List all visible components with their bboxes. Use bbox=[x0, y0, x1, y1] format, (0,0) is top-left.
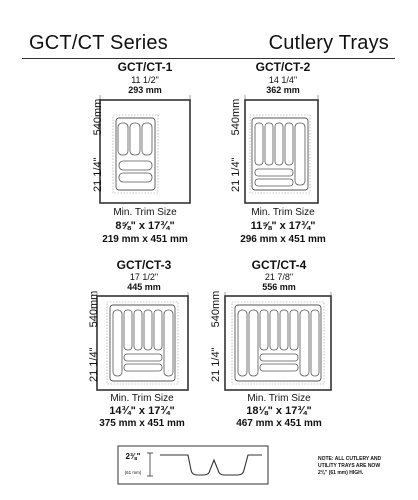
tray-3-width-mm: 445 mm bbox=[127, 282, 161, 292]
tray-2-trim-mm: 296 mm x 451 mm bbox=[240, 234, 326, 245]
header-divider bbox=[22, 58, 395, 59]
tray-4-width-in: 21 7/8" bbox=[264, 272, 294, 282]
tray-2-drawing bbox=[240, 95, 330, 210]
profile-height-mm: (61 mm) bbox=[124, 470, 142, 475]
tray-1-trim-in: 8⅝" x 17¾" bbox=[115, 220, 175, 232]
tray-1-drawing bbox=[90, 95, 200, 210]
tray-2-width-mm: 362 mm bbox=[266, 85, 300, 95]
profile-height-in: 2⅜" bbox=[125, 452, 141, 461]
series-title: GCT/CT Series bbox=[29, 32, 168, 54]
tray-1-depth bbox=[92, 99, 104, 192]
tray-3-trim-label: Min. Trim Size bbox=[110, 393, 174, 404]
tray-2-trim-label: Min. Trim Size bbox=[251, 207, 315, 218]
tray-1-depth-in: 21 1/4" bbox=[92, 157, 104, 192]
tray-2-depth-in: 21 1/4" bbox=[230, 157, 242, 192]
tray-4-trim-in: 18⅛" x 17¾" bbox=[246, 405, 312, 417]
tray-4-depth-mm: 540mm bbox=[210, 290, 222, 328]
tray-2-width-in: 14 1/4" bbox=[268, 75, 298, 85]
tray-4-trim-mm: 467 mm x 451 mm bbox=[236, 418, 322, 429]
note-line-1: NOTE: ALL CUTLERY AND bbox=[318, 456, 382, 462]
tray-2-depth bbox=[230, 99, 242, 192]
note-line-3: 2⅜" (61 mm) HIGH. bbox=[318, 470, 364, 476]
tray-3-depth-in: 21 1/4" bbox=[88, 347, 100, 382]
tray-3-depth bbox=[88, 291, 100, 382]
tray-1-depth-mm: 540mm bbox=[92, 98, 104, 136]
height-note bbox=[318, 456, 410, 477]
tray-2-name: GCT/CT-2 bbox=[255, 60, 311, 74]
tray-4-drawing bbox=[223, 292, 335, 397]
tray-2-trim-in: 11⅝" x 17¾" bbox=[250, 220, 316, 232]
tray-3-trim-in: 14¾" x 17¾" bbox=[109, 405, 175, 417]
tray-4-depth-in: 21 1/4" bbox=[210, 347, 222, 382]
tray-1-width-mm: 293 mm bbox=[128, 85, 162, 95]
tray-2-depth-mm: 540mm bbox=[230, 98, 242, 136]
tray-1-trim-label: Min. Trim Size bbox=[113, 207, 177, 218]
note-line-2: UTILITY TRAYS ARE NOW bbox=[318, 463, 381, 469]
tray-4-trim-label: Min. Trim Size bbox=[247, 393, 311, 404]
tray-3-trim-mm: 375 mm x 451 mm bbox=[99, 418, 185, 429]
tray-1-name: GCT/CT-1 bbox=[117, 60, 173, 74]
tray-1-trim-mm: 219 mm x 451 mm bbox=[102, 234, 188, 245]
tray-3-name: GCT/CT-3 bbox=[116, 258, 172, 272]
tray-4-name: GCT/CT-4 bbox=[251, 258, 307, 272]
tray-3-width-in: 17 1/2" bbox=[129, 272, 159, 282]
product-title: Cutlery Trays bbox=[268, 32, 389, 54]
tray-3-drawing bbox=[95, 292, 195, 397]
tray-1-width-in: 11 1/2" bbox=[131, 75, 159, 85]
tray-4-depth bbox=[210, 291, 222, 382]
tray-4-width-mm: 556 mm bbox=[262, 282, 296, 292]
tray-3-depth-mm: 540mm bbox=[88, 290, 100, 328]
